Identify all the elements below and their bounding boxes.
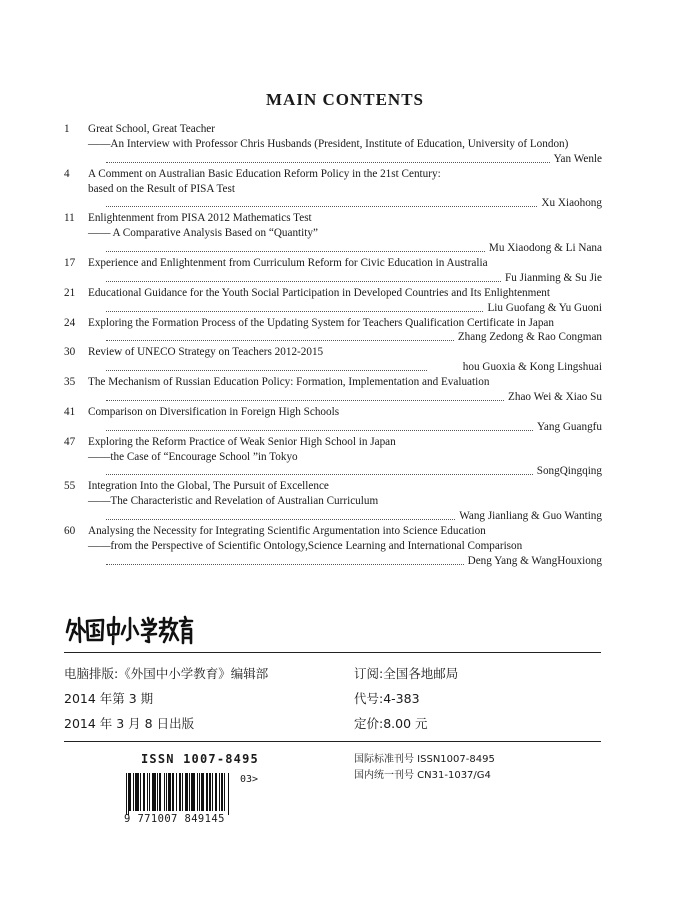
entry-author: Zhao Wei & Xiao Su bbox=[508, 391, 602, 404]
barcode-bar bbox=[140, 773, 141, 811]
divider bbox=[64, 741, 601, 742]
page-number: 60 bbox=[64, 525, 76, 538]
entry-subtitle: based on the Result of PISA Test bbox=[88, 182, 235, 195]
barcode-bar bbox=[199, 773, 200, 811]
issn-label: ISSN 1007-8495 bbox=[141, 752, 259, 766]
toc-entry[interactable] bbox=[64, 345, 602, 375]
leader-dots bbox=[106, 511, 455, 520]
page-number: 55 bbox=[64, 480, 76, 493]
barcode-bar bbox=[149, 773, 150, 811]
barcode-bar bbox=[137, 773, 139, 811]
leader-dots bbox=[106, 392, 504, 401]
page-number: 24 bbox=[64, 316, 76, 329]
toc-entry[interactable] bbox=[64, 316, 602, 346]
publish-date: 2014 年 3 月 8 日出版 bbox=[64, 716, 195, 731]
barcode-bar bbox=[152, 773, 153, 811]
page-number: 47 bbox=[64, 435, 76, 448]
barcode-bar bbox=[201, 773, 203, 811]
barcode-bar bbox=[193, 773, 195, 811]
entry-title: Experience and Enlightenment from Curriculum Reform for Civic Education in Australia bbox=[88, 257, 488, 270]
barcode-bar bbox=[179, 773, 180, 811]
leader-dots bbox=[106, 154, 550, 163]
leader-dots bbox=[106, 273, 501, 282]
page-number: 21 bbox=[64, 286, 76, 299]
entry-author: SongQingqing bbox=[536, 465, 602, 478]
barcode-bar bbox=[172, 773, 173, 811]
toc-entry[interactable] bbox=[64, 211, 602, 256]
toc-entry[interactable] bbox=[64, 524, 602, 569]
barcode-bar bbox=[143, 773, 144, 811]
barcode-bar bbox=[191, 773, 192, 811]
publication-info-left bbox=[64, 661, 268, 736]
page-number: 35 bbox=[64, 376, 76, 389]
entry-title: Review of UNECO Strategy on Teachers 2012-2015 bbox=[88, 346, 324, 359]
barcode-bar bbox=[180, 773, 181, 811]
entry-title: The Mechanism of Russian Education Policy: Formation, Implementation and Evaluation bbox=[88, 376, 490, 389]
leader-dots bbox=[106, 332, 454, 341]
barcode-bar bbox=[206, 773, 207, 811]
page-number: 11 bbox=[64, 212, 75, 225]
barcode-bar bbox=[215, 773, 216, 811]
leader-dots bbox=[106, 422, 533, 431]
page-number: 41 bbox=[64, 405, 76, 418]
entry-subtitle: ——An Interview with Professor Chris Husbands (President, Institute of Education, University of London) bbox=[88, 137, 569, 150]
entry-subtitle: —— A Comparative Analysis Based on “Quantity” bbox=[88, 227, 318, 240]
barcode-bar bbox=[207, 773, 208, 811]
intl-serial-number: 国际标准刊号 ISSN1007-8495 bbox=[354, 754, 495, 765]
leader-dots bbox=[106, 303, 483, 312]
journal-logo bbox=[64, 612, 194, 646]
entry-author: Fu Jianming & Su Jie bbox=[505, 271, 602, 284]
entry-subtitle: ——the Case of “Encourage School ”in Tokyo bbox=[88, 450, 298, 463]
leader-dots bbox=[106, 198, 537, 207]
barcode-bar bbox=[126, 773, 127, 815]
entry-author: Deng Yang & WangHouxiong bbox=[467, 554, 602, 567]
entry-author: Yang Guangfu bbox=[536, 420, 602, 433]
barcode-bar bbox=[160, 773, 161, 811]
barcode-bar bbox=[197, 773, 198, 811]
entry-author: Xu Xiaohong bbox=[541, 197, 602, 210]
toc-entry[interactable] bbox=[64, 435, 602, 480]
barcode-bar bbox=[166, 773, 167, 811]
leader-dots bbox=[106, 362, 427, 371]
entry-title: Great School, Great Teacher bbox=[88, 123, 215, 135]
barcode-bar bbox=[224, 773, 225, 811]
barcode-bar bbox=[216, 773, 217, 811]
barcode-bar bbox=[212, 773, 213, 811]
barcode-bar bbox=[189, 773, 190, 811]
barcode-addon: 03> bbox=[240, 774, 259, 785]
entry-author: Liu Guofang & Yu Guoni bbox=[487, 301, 602, 314]
subscription: 订阅:全国各地邮局 bbox=[354, 666, 459, 681]
toc-entry[interactable] bbox=[64, 479, 602, 524]
barcode-bar bbox=[228, 773, 229, 815]
barcode-bar bbox=[147, 773, 148, 811]
barcode-bar bbox=[155, 773, 156, 811]
domestic-serial-number: 国内统一刊号 CN31-1037/G4 bbox=[354, 770, 491, 781]
barcode-bar bbox=[222, 773, 223, 811]
entry-author: Zhang Zedong & Rao Congman bbox=[457, 331, 602, 344]
toc-entry[interactable] bbox=[64, 122, 602, 167]
toc-entry[interactable] bbox=[64, 256, 602, 286]
barcode-bar bbox=[187, 773, 188, 811]
toc-entry[interactable] bbox=[64, 405, 602, 435]
table-of-contents bbox=[64, 122, 602, 569]
barcode-bar bbox=[133, 773, 134, 811]
page-number: 17 bbox=[64, 257, 76, 270]
barcode-bar bbox=[192, 773, 193, 811]
barcode-bar bbox=[157, 773, 158, 811]
page-title: MAIN CONTENTS bbox=[266, 90, 424, 109]
entry-title: Exploring the Reform Practice of Weak Senior High School in Japan bbox=[88, 435, 396, 448]
page-number: 1 bbox=[64, 123, 70, 135]
publication-info-right bbox=[354, 661, 458, 736]
barcode-bar bbox=[209, 773, 211, 811]
entry-title: Educational Guidance for the Youth Social Participation in Developed Countries and Its Enlightenment bbox=[88, 286, 551, 299]
typesetting: 电脑排版:《外国中小学教育》编辑部 bbox=[64, 666, 269, 681]
leader-dots bbox=[106, 243, 485, 252]
barcode-bar bbox=[168, 773, 169, 811]
entry-subtitle: ——from the Perspective of Scientific Ontology,Science Learning and International Comparison bbox=[88, 539, 523, 552]
barcode-bar bbox=[129, 773, 131, 811]
entry-title: Enlightenment from PISA 2012 Mathematics Test bbox=[88, 212, 312, 225]
barcode-bar bbox=[153, 773, 155, 811]
barcode-bar bbox=[164, 773, 165, 811]
issue: 2014 年第 3 期 bbox=[64, 691, 154, 706]
barcode-bar bbox=[182, 773, 183, 811]
entry-author: Yan Wenle bbox=[553, 152, 602, 165]
barcode-bar bbox=[159, 773, 160, 811]
barcode-digits: 9 771007 849145 bbox=[124, 813, 225, 825]
barcode-bar bbox=[135, 773, 136, 811]
barcode-bar bbox=[144, 773, 145, 811]
barcode-bar bbox=[176, 773, 177, 811]
barcode-bar bbox=[203, 773, 204, 811]
entry-author: Wang Jianliang & Guo Wanting bbox=[459, 510, 602, 523]
barcode-bar bbox=[169, 773, 171, 811]
divider bbox=[64, 652, 601, 653]
entry-title: Integration Into the Global, The Pursuit of Excellence bbox=[88, 480, 329, 493]
barcode-bar bbox=[221, 773, 222, 811]
page-number: 4 bbox=[64, 167, 70, 180]
entry-title: Analysing the Necessity for Integrating Scientific Argumentation into Science Education bbox=[88, 525, 486, 538]
barcode-bar bbox=[173, 773, 174, 811]
entry-title: Exploring the Formation Process of the Updating System for Teachers Qualification Certificate in Japan bbox=[88, 316, 554, 329]
barcode-bar bbox=[219, 773, 220, 811]
barcode-bar bbox=[136, 773, 137, 811]
barcode-bar bbox=[128, 773, 129, 815]
entry-author: hou Guoxia & Kong Lingshuai bbox=[462, 361, 602, 374]
toc-entry[interactable] bbox=[64, 286, 602, 316]
price: 定价:8.00 元 bbox=[354, 716, 428, 731]
postal-code: 代号:4-383 bbox=[354, 691, 420, 706]
registration-numbers bbox=[354, 752, 495, 784]
leader-dots bbox=[106, 466, 533, 475]
entry-subtitle: ——The Characteristic and Revelation of Australian Curriculum bbox=[88, 495, 379, 508]
entry-title: Comparison on Diversification in Foreign High Schools bbox=[88, 405, 340, 418]
entry-title: A Comment on Australian Basic Education Reform Policy in the 21st Century: bbox=[88, 167, 441, 180]
barcode bbox=[124, 773, 229, 815]
entry-author: Mu Xiaodong & Li Nana bbox=[488, 242, 602, 255]
toc-entry[interactable] bbox=[64, 167, 602, 212]
barcode-bar bbox=[185, 773, 187, 811]
leader-dots bbox=[106, 556, 464, 565]
page-number: 30 bbox=[64, 346, 76, 359]
toc-entry[interactable] bbox=[64, 375, 602, 405]
